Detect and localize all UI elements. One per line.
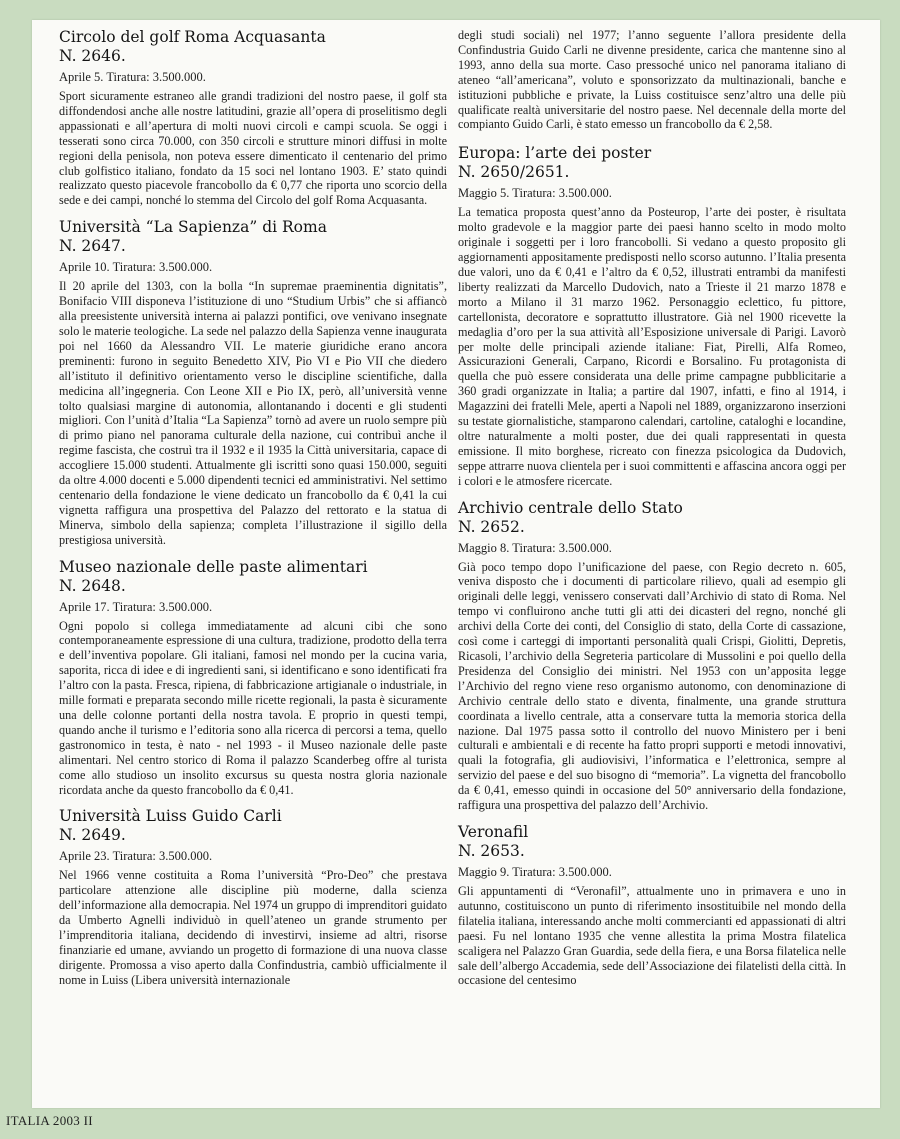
entry-meta: Aprile 23. Tiratura: 3.500.000. — [59, 849, 213, 864]
stamp-entry-2648 — [59, 558, 447, 798]
entry-number: N. 2646. — [59, 47, 126, 65]
entry-meta: Maggio 8. Tiratura: 3.500.000. — [458, 540, 612, 555]
entry-text: Gli appuntamenti di “Veronafil”, attualmente uno in primavera e uno in autunno, costituiscono un punto di riferimento insostituibile nel mondo della filatelia italiana, interessando anche molti commercianti ed appassionati di altri paesi. Fu nel lontano 1935 che venne allestita la prima Mostra filatelica scaligera nel Palazzo Gran Guardia, sede della fiera, e una Borsa filatelica nelle sale dell’albergo Accademia, sede dell’Associazione dei filatelisti della città. In occasione del centesimo — [458, 883, 846, 988]
entry-number: N. 2650/2651. — [458, 163, 570, 182]
left-column — [59, 28, 447, 998]
entry-title: Università “La Sapienza” di Roma — [59, 218, 327, 237]
entry-number: N. 2647. — [59, 237, 126, 256]
right-column — [458, 28, 846, 998]
entry-title: Archivio centrale dello Stato — [458, 498, 683, 517]
stamp-entry-2649 — [59, 807, 447, 987]
continued-text: degli studi sociali) nel 1977; l’anno seguente l’allora presidente della Confindustria Guido Carli ne divenne presidente, carica che mantenne sino al 1993, anno della sua morte. Caso pressoché unico nel panorama italiano di ateneo “all’americana”, voluto e sponsorizzato da multinazionali, banche e istituzioni pubbliche e private, la Luiss costituisce senz’altro una delle più qualificate realtà universitarie del nostro paese. Nel decennale della morte del compianto Guido Carli, è stato emesso un francobollo da € 2,58. — [458, 28, 846, 132]
entry-text: Sport sicuramente estraneo alle grandi tradizioni del nostro paese, il golf sta diffondendosi anche alle nostre latitudini, grazie all’opera di proselitismo degli appassionati e all’apertura di molti nuovi circoli e campi scuola. Se oggi i tesserati sono circa 70.000, con 350 circoli e strutture minori diffusi in molte regioni della penisola, non poteva essere dimenticato il centenario del primo club golfistico italiano, fondato da 15 soci nel lontano 1903. E’ stato quindi realizzato questo piacevole francobollo da € 0,77 che riporta uno scorcio della sede e dei campi, nonché lo stemma del Circolo del golf Roma Acquasanta. — [59, 89, 447, 208]
entry-title: Circolo del golf Roma Acquasanta — [59, 28, 326, 46]
stamp-entry-2647 — [59, 218, 447, 547]
entry-text: Ogni popolo si collega immediatamente ad alcuni cibi che sono contemporaneamente espressione di una cultura, tradizione, prodotto della terra e dell’inventiva popolare. Gli italiani, famosi nel mondo per la cucina varia, saporita, ricca di idee e di ingredienti sani, si identificano e sono identificati fra l’altro con la pasta. Fresca, ripiena, di fabbricazione artigianale o industriale, in mille formati e preparata secondo mille ricette regionali, la pasta è sicuramente una delle colonne portanti della nostra tavola. E proprio in questi tempi, quando anche il turismo e l’editoria sono alla ricerca di percorsi a tema, quello gastronomico in testa, è nato - nel 1993 - il Museo nazionale delle paste alimentari. Nel centro storico di Roma il palazzo Scanderbeg offre al turista come allo studioso un insolito excursus su questa nostra gloria nazionale ricordata anche da questo francobollo da € 0,41. — [59, 618, 447, 797]
entry-text: Il 20 aprile del 1303, con la bolla “In supremae praeminentia dignitatis”, Bonifacio VIII disponeva l’istituzione di uno “Studium Urbis” che si affiancò alla preesistente università interna ai palazzi pontifici, ove venivano insegnate solo le materie teologiche. La sede nel palazzo della Sapienza venne inaugurata poi nel 1660 da Alessandro VII. Le materie giuridiche erano ancora preminenti: furono in seguito Benedetto XIV, Pio VI e Pio VII che diedero all’istituto il definitivo orientamento verso le discipline scientifiche, dalla medicina all’ingegneria. Con Leone XII e Pio IX, però, all’università venne tolto qualsiasi margine di autonomia, allontanando i docenti e gli studenti migliori. Con l’unità d’Italia “La Sapienza” tornò ad avere un ruolo sempre più di primo piano nel panorama culturale della nazione, cui contribuì anche il regime fascista, che costruì tra il 1932 e il 1935 la Città universitaria, capace di accogliere 15.000 studenti. Attualmente gli iscritti sono quasi 150.000, seguiti da oltre 4.000 docenti e 5.000 dipendenti tecnici ed amministrativi. Nel settimo centenario della fondazione le viene dedicato un francobollo da € 0,41 la cui vignetta raffigura una prospettiva del Palazzo del rettorato e la statua di Minerva, simbolo della sapienza; completa l’illustrazione il sigillo della prestigiosa università. — [59, 279, 447, 547]
entry-text: Già poco tempo dopo l’unificazione del paese, con Regio decreto n. 605, veniva disposto che i documenti di particolare rilievo, quali ad esempio gli originali delle leggi, venissero conservati dall’Archivio di stato di Roma. Nel tempo vi confluirono anche tutti gli atti dei dicasteri del regno, nonché gli archivi della Corte dei conti, del Consiglio di stato, della Corte di cassazione, così come i carteggi di importanti personalità quali Crispi, Giolitti, Depretis, Ricasoli, l’archivio della Segreteria particolare di Mussolini e poi quello della Presidenza del Consiglio dei ministri. Nel 1953 con un’apposita legge l’Archivio del regno viene reso organismo autonomo, con denominazione di Archivio centrale dello stato e diventa, finalmente, una grande struttura coordinata a livello centrale, atta a conservare tutta la memoria storica della nazione. Dal 1975 passa sotto il controllo del nuovo Ministero per i beni culturali e ambientali e di recente ha fatto propri supporti e metodi innovativi, quali la fotografia, gli audiovisivi, l’informatica e l’elettronica, sempre al servizio del paese e del suo bisogno di “memoria”. La vignetta del francobollo da € 0,41, emesso quindi in occasione del 50° anniversario della fondazione, raffigura una prospettiva del palazzo dell’Archivio. — [458, 559, 846, 813]
entry-title: Europa: l’arte dei poster — [458, 144, 652, 163]
entry-meta: Aprile 17. Tiratura: 3.500.000. — [59, 599, 213, 614]
entry-meta: Maggio 5. Tiratura: 3.500.000. — [458, 186, 612, 201]
stamp-entry-2653 — [458, 823, 846, 988]
stamp-entry-2652 — [458, 499, 846, 813]
entry-title: Veronafil — [458, 822, 529, 841]
page-sheet — [32, 20, 880, 1108]
page-footer: ITALIA 2003 II — [6, 1113, 93, 1128]
entry-meta: Maggio 9. Tiratura: 3.500.000. — [458, 864, 612, 879]
stamp-entry-2650-2651 — [458, 144, 846, 488]
entry-text: Nel 1966 venne costituita a Roma l’università “Pro-Deo” che prestava particolare attenzione alle discipline più moderne, dalla scienza dell’informazione alla democrapia. Nel 1974 un gruppo di imprenditori guidato da Umberto Agnelli individuò in quell’ateneo un grande strumento per l’imprenditoria italiana, decidendo di investirvi, insieme ad altri, risorse finanziarie ed umane, avviando un progetto di formazione di una nuova classe dirigente. Promossa a viso aperto dalla Confindustria, cambiò ufficialmente il nome in Luiss (Libera università internazionale — [59, 868, 447, 987]
entry-title: Museo nazionale delle paste alimentari — [59, 557, 368, 576]
entry-number: N. 2652. — [458, 517, 525, 536]
entry-number: N. 2648. — [59, 576, 126, 595]
entry-text: La tematica proposta quest’anno da Posteurop, l’arte dei poster, è risultata molto gradevole e la maggior parte dei paesi hanno scelto in modo molto originale i soggetti per i loro francobolli. Si vedano a questo proposito gli aggiornamenti appositamente predisposti nello scorso autunno. l’Italia presenta due valori, uno da € 0,41 e l’altro da € 0,52, illustrati entrambi da manifesti liberty realizzati da Marcello Dudovich, nato a Trieste il 21 marzo 1878 e morto a Milano il 31 marzo 1962. Personaggio eclettico, fu pittore, cartellonista, decoratore e soprattutto illustratore. Già nel 1900 ricevette la medaglia d’oro per la sua attività all’Esposizione universale di Parigi. Lavorò per molte delle principali aziende italiane: Fiat, Pirelli, Alfa Romeo, Assicurazioni Generali, Carpano, Ricordi e Borsalino. Fu protagonista di quella che può essere considerata una delle prime campagne pubblicitarie a 360 gradi organizzate in Italia; a partire dal 1907, infatti, e fino al 1914, i Magazzini dei fratelli Mele, aperti a Napoli nel 1889, organizzarono inserzioni su testate giornalistiche, stamparono calendari, cartoline, cataloghi e locandine, oltre naturalmente a molti poster, due dei quali rappresentati in questa emissione. Il mito borghese, ricreato con finezza psicologica da Dudovich, seppe attrarre nuova clientela per i suoi committenti e affascina ancora oggi per i colori e le atmosfere ricercate. — [458, 205, 846, 488]
entry-number: N. 2653. — [458, 841, 525, 860]
entry-meta: Aprile 10. Tiratura: 3.500.000. — [59, 260, 213, 275]
entry-number: N. 2649. — [59, 826, 126, 845]
entry-title: Università Luiss Guido Carli — [59, 807, 282, 826]
stamp-entry-2646 — [59, 28, 447, 208]
entry-meta: Aprile 5. Tiratura: 3.500.000. — [59, 70, 206, 84]
